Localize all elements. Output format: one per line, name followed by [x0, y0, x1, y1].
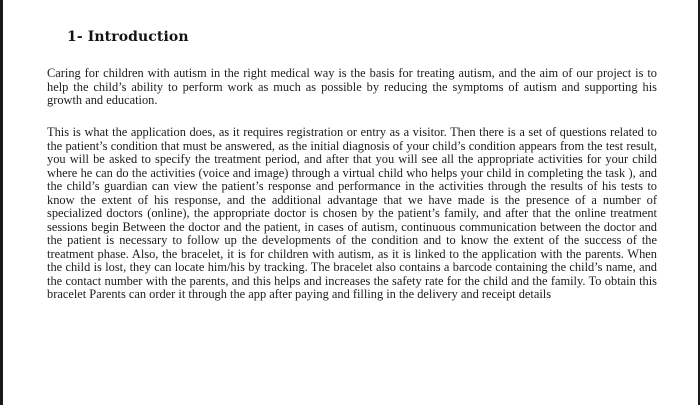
intro-paragraph: Caring for children with autism in the right medical way is the basis for treating autism, and the aim of our project is to help the child’s ability to perform work as much as possible by reducing the symptoms of autism and supporting his growth and education.	[47, 66, 657, 107]
description-paragraph: This is what the application does, as it requires registration or entry as a visitor. Then there is a set of questions related to the patient’s condition that must be answered, as the initial diagnosis of your child’s condition appears from the test result, you will be asked to specify the treatment period, and after that you will see all the appropriate activities for your child where he can do the activities (voice and image) through a virtual child who helps your child in completing the task ), and the child’s guardian can view the patient’s response and performance in the activities through the results of his tests to know the extent of his response, and the additional advantage that we have made is the presence of a number of specialized doctors (online), the appropriate doctor is chosen by the patient’s family, and after that the online treatment sessions begin Between the doctor and the patient, in cases of autism, continuous communication between the doctor and the patient is necessary to follow up the developments of the condition and to know the extent of the success of the treatment phase. Also, the bracelet, it is for children with autism, as it is linked to the application with the parents. When the child is lost, they can locate him/his by tracking. The bracelet also contains a barcode containing the child’s name, and the contact number with the parents, and this helps and increases the safety rate for the child and the family. To obtain this bracelet Parents can order it through the app after paying and filling in the delivery and receipt details	[47, 125, 657, 301]
section-heading: 1- Introduction	[67, 29, 189, 45]
left-edge-border	[0, 0, 3, 405]
